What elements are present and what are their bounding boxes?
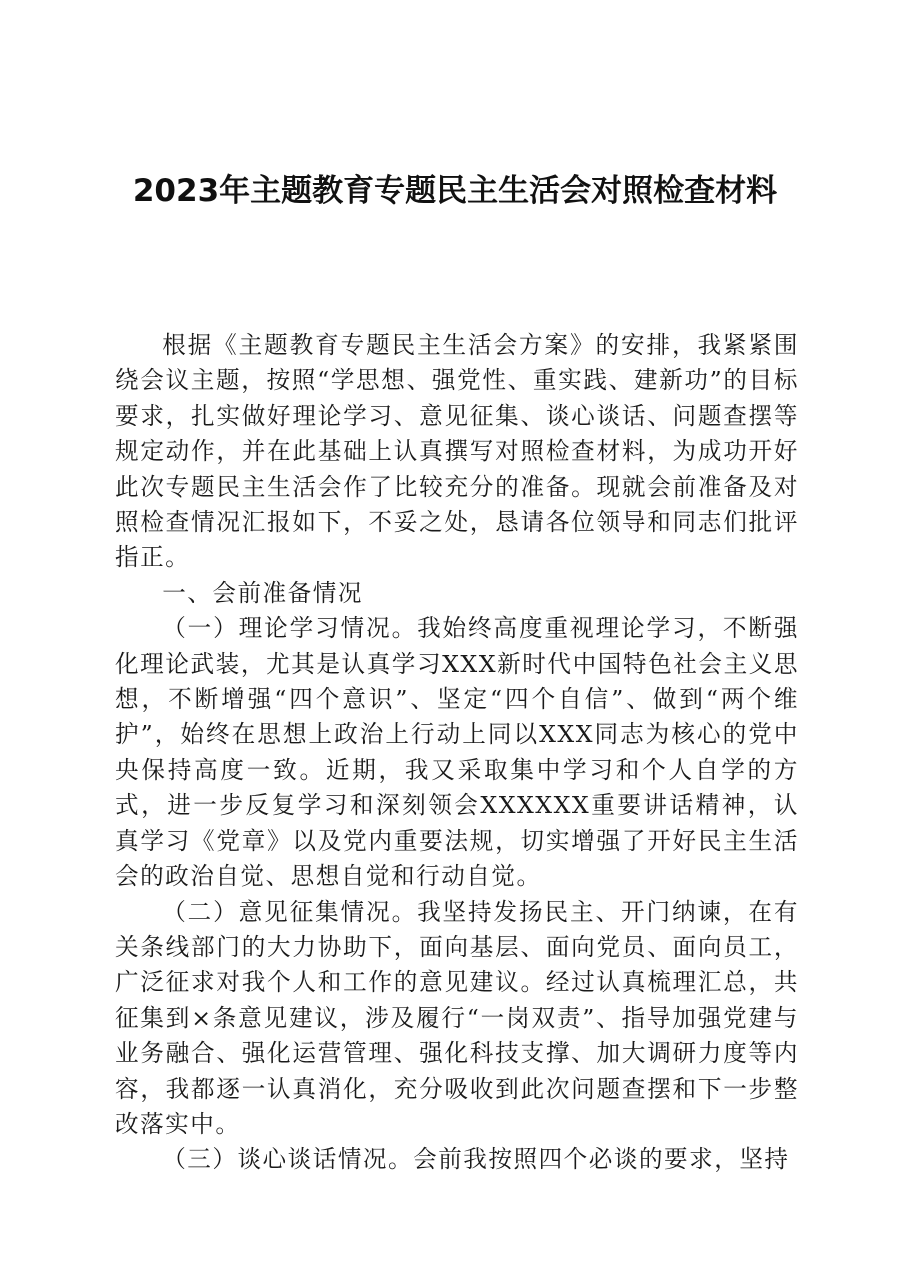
intro-paragraph: 根据《主题教育专题民主生活会方案》的安排，我紧紧围绕会议主题，按照“学思想、强党性、重实践、建新功”的目标要求，扎实做好理论学习、意见征集、谈心谈话、问题查摆等规定动作，并在此基础上认真撰写对照检查材料，为成功开好此次专题民主生活会作了比较充分的准备。现就会前准备及对照检查情况汇报如下，不妥之处，恳请各位领导和同志们批评指正。 — [115, 331, 799, 572]
paragraph-theory-study: （一）理论学习情况。我始终高度重视理论学习，不断强化理论武装，尤其是认真学习XXX新时代中国特色社会主义思想，不断增强“四个意识”、坚定“四个自信”、做到“两个维护”，始终在思想上政治上行动上同以XXX同志为核心的党中央保持高度一致。近期，我又采取集中学习和个人自学的方式，进一步反复学习和深刻领会XXXXXX重要讲话精神，认真学习《党章》以及党内重要法规，切实增强了开好民主生活会的政治自觉、思想自觉和行动自觉。 — [115, 614, 799, 891]
document-title: 2023年主题教育专题民主生活会对照检查材料 — [132, 173, 778, 209]
paragraph-heart-to-heart-talks: （三）谈心谈话情况。会前我按照四个必谈的要求，坚持 — [162, 1145, 790, 1174]
section-heading-preparation: 一、会前准备情况 — [162, 578, 363, 607]
document-body — [115, 328, 799, 1178]
paragraph-opinion-collection: （二）意见征集情况。我坚持发扬民主、开门纳谏，在有关条线部门的大力协助下，面向基层、面向党员、面向员工，广泛征求对我个人和工作的意见建议。经过认真梳理汇总，共征集到×条意见建议，涉及履行“一岗双责”、指导加强党建与业务融合、强化运营管理、强化科技支撑、加大调研力度等内容，我都逐一认真消化，充分吸收到此次问题查摆和下一步整改落实中。 — [115, 897, 799, 1138]
